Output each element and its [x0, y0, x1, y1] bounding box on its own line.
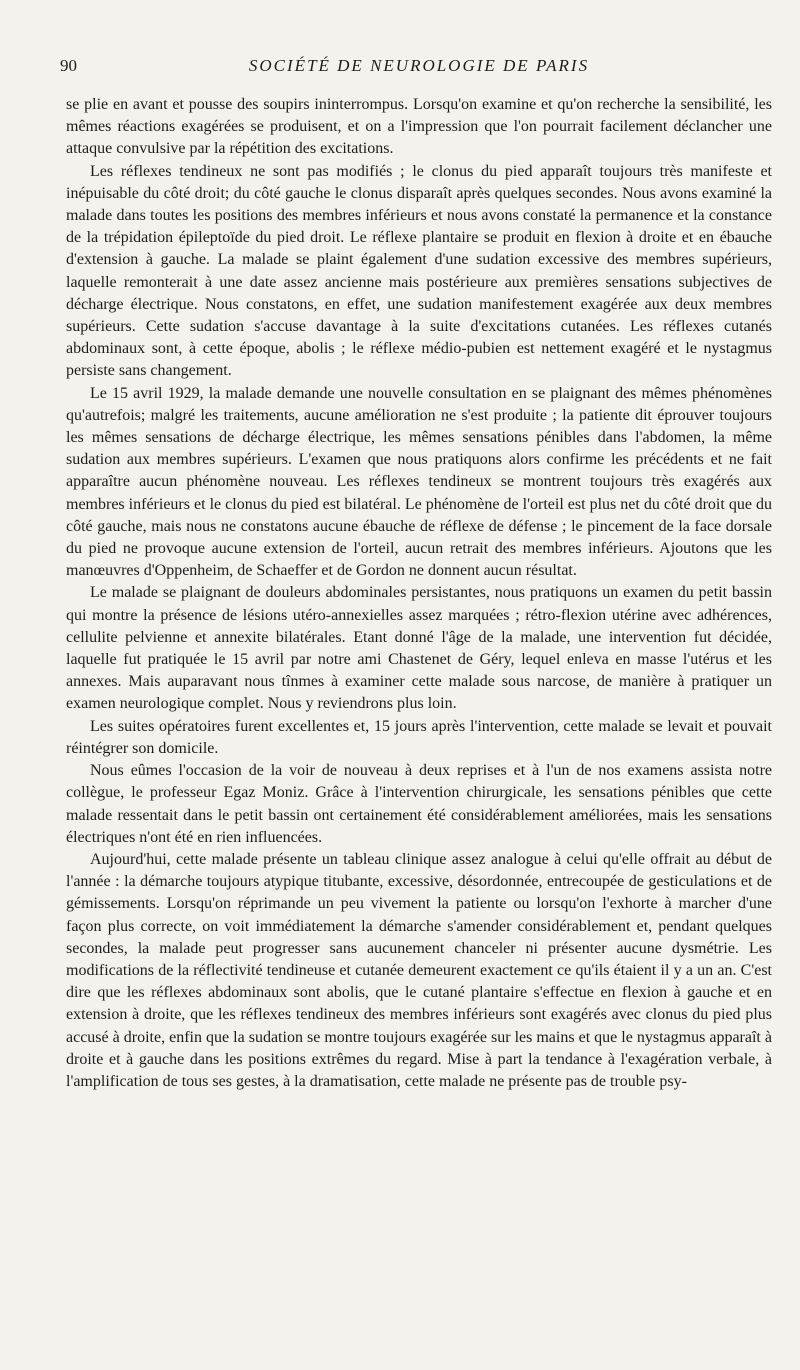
running-head: [60, 56, 772, 80]
journal-title: SOCIÉTÉ DE NEUROLOGIE DE PARIS: [248, 56, 590, 75]
paragraph-1: se plie en avant et pousse des soupirs ininterrompus. Lorsqu'on examine et qu'on recherche la sensibilité, les mêmes réactions exagérées se produisent, et on a l'impression que l'on pourrait facilement déclancher une attaque convulsive par la répétition des excitations.: [66, 96, 772, 158]
paragraph-4: Le malade se plaignant de douleurs abdominales persistantes, nous pratiquons un examen du petit bassin qui montre la présence de lésions utéro-annexielles assez marquées ; rétro-flexion utérine avec adhérences, cellulite pelvienne et annexite bilatérales. Etant donné l'âge de la malade, une intervention fut décidée, laquelle fut pratiquée le 15 avril par notre ami Chastenet de Géry, lequel enleva en masse l'utérus et les annexes. Mais auparavant nous tînmes à examiner cette malade sous narcose, de manière à pratiquer un examen neurologique complet. Nous y reviendrons plus loin.: [66, 584, 772, 713]
paragraph-7: Aujourd'hui, cette malade présente un tableau clinique assez analogue à celui qu'elle offrait au début de l'année : la démarche toujours atypique titubante, excessive, désordonnée, entrecoupée de gesticulations et de gémissements. Lorsqu'on réprimande un peu vivement la patiente ou lorsqu'on l'exhorte à marcher d'une façon plus correcte, on voit immédiatement la démarche s'amender considérablement et, pendant quelques secondes, la malade peut progresser sans aucunement chanceler ni présenter aucune dysmétrie. Les modifications de la réflectivité tendineuse et cutanée demeurent exactement ce qu'ils étaient il y a un an. C'est dire que les réflexes abdominaux sont abolis, que le cutané plantaire s'effectue en flexion à gauche et en extension à droite, que les réflexes tendineux des membres inférieurs sont exagérés avec clonus du pied plus accusé à droite, enfin que la sudation se montre toujours exagérée sur les mains et que le nystagmus apparaît à droite et à gauche dans les positions extrêmes du regard. Mise à part la tendance à l'exagération verbale, à l'amplification de tous ses gestes, à la dramatisation, cette malade ne présente pas de trouble psy-: [66, 850, 772, 1090]
paragraph-3: Le 15 avril 1929, la malade demande une nouvelle consultation en se plaignant des mêmes phénomènes qu'autrefois; malgré les traitements, aucune amélioration ne s'est produite ; la patiente dit éprouver toujours les mêmes sensations de décharge électrique, les mêmes sensations pénibles dans l'abdomen, la même sudation aux membres supérieurs. L'examen que nous pratiquons alors confirme les précédents et ne fait apparaître aucun phénomène nouveau. Les réflexes tendineux se montrent toujours très exagérés aux membres inférieurs et le clonus du pied est bilatéral. Le phénomène de l'orteil est plus net du côté droit que du côté gauche, mais nous ne constatons aucune ébauche de réflexe de défense ; le pincement de la face dorsale du pied ne provoque aucune extension de l'orteil, aucun retrait des membres inférieurs. Ajoutons que les manœuvres d'Oppenheim, de Schaeffer et de Gordon ne donnent aucun résultat.: [66, 384, 772, 580]
page-number: 90: [60, 56, 77, 75]
paragraph-6: Nous eûmes l'occasion de la voir de nouveau à deux reprises et à l'un de nos examens assista notre collègue, le professeur Egaz Moniz. Grâce à l'intervention chirurgicale, les sensations pénibles que cette malade ressentait dans le petit bassin ont certainement été considérablement améliorées, mais les sensations électriques n'ont été en rien influencées.: [66, 762, 772, 846]
paragraph-5: Les suites opératoires furent excellentes et, 15 jours après l'intervention, cette malade se levait et pouvait réintégrer son domicile.: [66, 717, 772, 757]
paragraph-2: Les réflexes tendineux ne sont pas modifiés ; le clonus du pied apparaît toujours très manifeste et inépuisable du côté droit; du côté gauche le clonus disparaît après quelques secondes. Nous avons examiné la malade dans toutes les positions des membres inférieurs et nous avons constaté la permanence et la constance de la trépidation épileptoïde du pied droit. Le réflexe plantaire se produit en flexion à droite et en ébauche d'extension à gauche. La malade se plaint également d'une sudation excessive des membres supérieurs, laquelle remonterait à une date assez ancienne mais postérieure aux premières sensations subjectives de décharge électrique. Nous constatons, en effet, une sudation manifestement exagérée aux deux membres supérieurs. Cette sudation s'accuse davantage à la suite d'excitations cutanées. Les réflexes cutanés abdominaux sont, à cette époque, abolis ; le réflexe médio-pubien est nettement exagéré et le nystagmus persiste sans changement.: [66, 162, 772, 380]
body-text: [66, 94, 772, 1093]
